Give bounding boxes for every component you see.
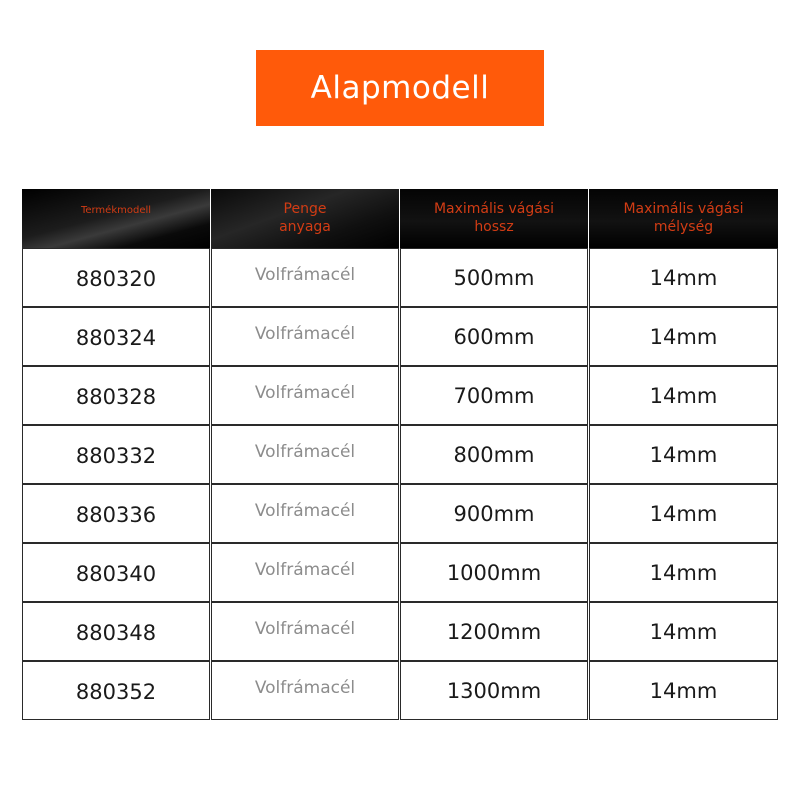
table-row (22, 484, 778, 543)
cell-model: 880320 (22, 248, 210, 307)
cell-max-depth: 14mm (589, 484, 778, 543)
cell-max-length: 700mm (400, 366, 588, 425)
cell-model: 880340 (22, 543, 210, 602)
cell-model: 880352 (22, 661, 210, 720)
cell-max-length: 900mm (400, 484, 588, 543)
cell-model: 880332 (22, 425, 210, 484)
cell-max-length: 1000mm (400, 543, 588, 602)
cell-max-depth: 14mm (589, 661, 778, 720)
cell-material: Volfrámacél (211, 602, 399, 661)
table-row (22, 661, 778, 720)
table-row (22, 366, 778, 425)
cell-max-depth: 14mm (589, 366, 778, 425)
cell-material: Volfrámacél (211, 366, 399, 425)
header-cell-blade-material: Penge anyaga (211, 189, 399, 248)
cell-max-depth: 14mm (589, 248, 778, 307)
title-banner (256, 50, 544, 126)
table-row (22, 543, 778, 602)
cell-material: Volfrámacél (211, 543, 399, 602)
cell-material: Volfrámacél (211, 661, 399, 720)
cell-max-length: 500mm (400, 248, 588, 307)
table-row (22, 307, 778, 366)
cell-model: 880328 (22, 366, 210, 425)
cell-material: Volfrámacél (211, 425, 399, 484)
header-cell-max-cutting-depth: Maximális vágási mélység (589, 189, 778, 248)
cell-max-depth: 14mm (589, 602, 778, 661)
cell-max-depth: 14mm (589, 307, 778, 366)
cell-material: Volfrámacél (211, 484, 399, 543)
cell-material: Volfrámacél (211, 307, 399, 366)
cell-max-length: 600mm (400, 307, 588, 366)
cell-max-length: 1200mm (400, 602, 588, 661)
header-cell-max-cutting-length: Maximális vágási hossz (400, 189, 588, 248)
cell-model: 880348 (22, 602, 210, 661)
table-row (22, 248, 778, 307)
table-row (22, 425, 778, 484)
page-title: Alapmodell (310, 70, 490, 106)
cell-model: 880324 (22, 307, 210, 366)
header-cell-product-model: Termékmodell (22, 189, 210, 248)
cell-max-length: 800mm (400, 425, 588, 484)
table-row (22, 602, 778, 661)
cell-max-depth: 14mm (589, 425, 778, 484)
cell-max-depth: 14mm (589, 543, 778, 602)
cell-max-length: 1300mm (400, 661, 588, 720)
cell-material: Volfrámacél (211, 248, 399, 307)
spec-table (22, 189, 778, 720)
table-header-row (22, 189, 778, 248)
cell-model: 880336 (22, 484, 210, 543)
